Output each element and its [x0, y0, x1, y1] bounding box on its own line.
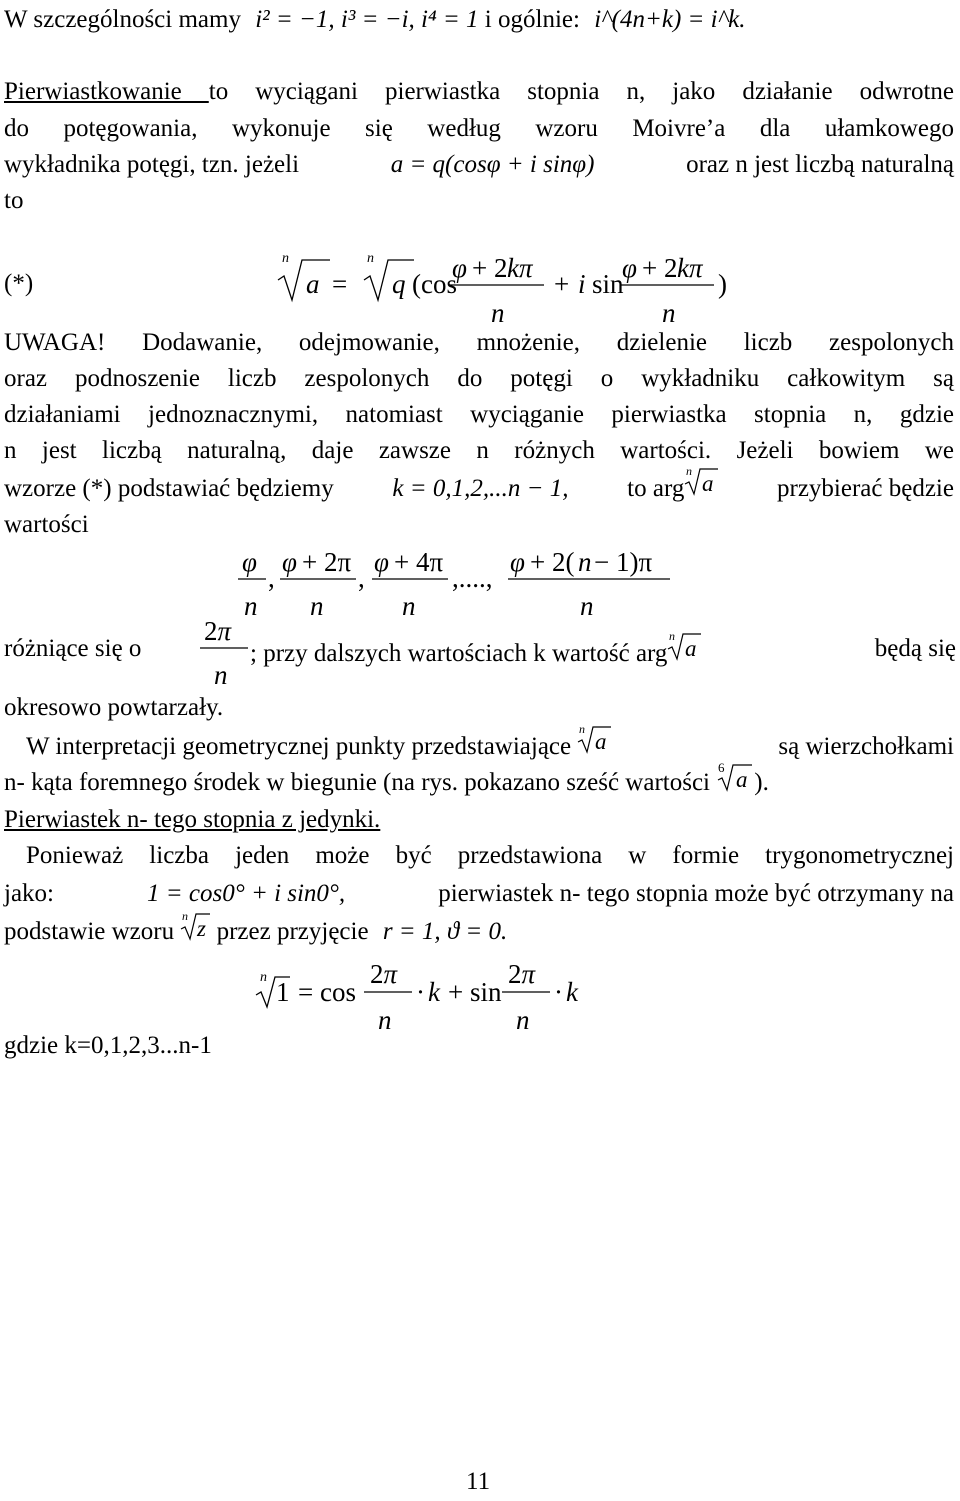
differing-rest: ; przy dalszych wartościach k wartość arg n a będą się — [250, 631, 956, 667]
svg-text:q: q — [392, 269, 406, 299]
svg-text:= cos: = cos — [298, 977, 356, 1007]
svg-text:i: i — [578, 269, 586, 299]
svg-text:n: n — [367, 251, 374, 266]
svg-text:φ: φ — [510, 547, 525, 577]
svg-text:a: a — [685, 636, 697, 661]
svg-text:=: = — [332, 269, 348, 299]
k-range-note: gdzie k=0,1,2,3...n-1 — [4, 1032, 212, 1059]
svg-text:− 1)π: − 1)π — [594, 547, 653, 577]
uwaga-line-2: oraz podnoszenie liczb zespolonych do potęgi o wykładniku całkowitym są — [4, 365, 954, 392]
svg-text:n: n — [214, 660, 228, 690]
root-n-a-symbol-2 — [667, 631, 701, 661]
svg-text:n: n — [580, 591, 594, 621]
svg-text:k: k — [566, 977, 578, 1007]
svg-text:n: n — [182, 911, 189, 923]
svg-text:+ 2π: + 2π — [302, 547, 352, 577]
root-one-line-3: podstawie wzoru n z przez przyjęcie r = 1, ϑ = 0. — [4, 911, 508, 945]
svg-text:φ: φ — [622, 253, 637, 283]
root-n-a-symbol — [684, 466, 718, 496]
svg-text:φ: φ — [282, 547, 297, 577]
svg-text:φ: φ — [452, 253, 467, 283]
roots-line-1: Pierwiastkowanie to wyciągani pierwiastka stopnia n, jako działanie odwrotne — [4, 78, 954, 105]
interp-line-2: n- kąta foremnego środek w biegunie (na rys. pokazano sześć wartości 6 a ). — [4, 762, 769, 796]
svg-text:φ: φ — [242, 547, 257, 577]
svg-text:n: n — [402, 591, 416, 621]
root-one-heading: Pierwiastek n- tego stopnia z jedynki. — [4, 806, 381, 833]
svg-text:+ sin: + sin — [448, 977, 502, 1007]
svg-text:·: · — [416, 977, 425, 1007]
svg-text:+ 2: + 2 — [642, 253, 678, 283]
uwaga-line-6: wartości — [4, 511, 89, 538]
roots-line-3: wykładnika potęgi, tzn. jeżeli a = q(cosφ + i sinφ) oraz n jest liczbą naturalną — [4, 147, 954, 183]
svg-text:n: n — [578, 547, 592, 577]
svg-text:kπ: kπ — [507, 253, 533, 283]
intro-line — [4, 2, 746, 38]
svg-text:n: n — [662, 298, 676, 328]
svg-text:,....,: ,...., — [452, 563, 493, 593]
interp-line-1: W interpretacji geometrycznej punkty przedstawiające n a są wierzchołkami — [26, 724, 954, 760]
svg-text:n: n — [579, 724, 586, 736]
svg-text:(cos: (cos — [412, 269, 457, 299]
formula-star-label: (*) — [4, 270, 34, 297]
powers-of-i-formula: i² = −1, i³ = −i, i⁴ = 1 — [255, 6, 479, 33]
svg-text:n: n — [491, 298, 505, 328]
svg-text:2π: 2π — [508, 959, 536, 989]
svg-text:a: a — [306, 269, 320, 299]
svg-text:a: a — [702, 471, 714, 496]
page-number: 11 — [466, 1468, 491, 1495]
svg-text:a: a — [595, 729, 607, 754]
formula-star-math — [272, 250, 752, 330]
root-of-unity-formula — [252, 955, 592, 1035]
svg-text:φ: φ — [374, 547, 389, 577]
svg-text:n: n — [282, 251, 289, 266]
svg-text:n: n — [669, 631, 676, 643]
root-one-line-2: jako: 1 = cos0° + i sin0°, pierwiastek n- tego stopnia może być otrzymany na — [4, 880, 954, 907]
uwaga-line-4: n jest liczbą naturalną, daje zawsze n różnych wartości. Jeżeli bowiem we — [4, 437, 954, 464]
svg-text:·: · — [554, 977, 563, 1007]
root-6-a-symbol — [716, 762, 754, 792]
svg-text:n: n — [378, 1005, 392, 1035]
roots-term: Pierwiastkowanie — [4, 78, 209, 105]
svg-text:,: , — [268, 563, 275, 593]
roots-line-2: do potęgowania, wykonuje się według wzoru Moivre’a dla ułamkowego — [4, 115, 954, 142]
svg-text:1: 1 — [276, 977, 290, 1007]
svg-text:n: n — [516, 1005, 530, 1035]
svg-text:z: z — [197, 916, 207, 941]
intro-mid: i ogólnie: — [484, 6, 580, 33]
svg-text:2π: 2π — [204, 616, 232, 646]
svg-text:kπ: kπ — [677, 253, 703, 283]
general-power-formula: i^(4n+k) = i^k. — [594, 6, 746, 33]
roots-line-4: to — [4, 187, 24, 214]
svg-text:): ) — [718, 269, 727, 299]
svg-text:+ 2(: + 2( — [530, 547, 575, 577]
differing-line-2: okresowo powtarzały. — [4, 694, 224, 721]
uwaga-line-5: wzorze (*) podstawiać będziemy k = 0,1,2,...n − 1, to arg n a przybierać będzie — [4, 466, 954, 502]
intro-prefix: W szczególności mamy — [4, 6, 241, 33]
svg-text:sin: sin — [592, 269, 624, 299]
svg-text:,: , — [358, 563, 365, 593]
trig-form-formula: a = q(cosφ + i sinφ) — [390, 151, 595, 178]
svg-text:+ 2: + 2 — [472, 253, 508, 283]
uwaga-line-3: działaniami jednoznacznymi, natomiast wyciąganie pierwiastka stopnia n, gdzie — [4, 401, 954, 428]
values-list-formula — [238, 545, 698, 625]
svg-text:2π: 2π — [370, 959, 398, 989]
svg-text:6: 6 — [718, 762, 725, 775]
root-one-line-1: Ponieważ liczba jeden może być przedstawiona w formie trygonometrycznej — [26, 842, 954, 869]
svg-text:k: k — [428, 977, 440, 1007]
svg-text:a: a — [736, 767, 748, 792]
root-n-a-symbol-3 — [577, 724, 611, 754]
differing-label: różniące się o — [4, 635, 142, 662]
svg-text:n: n — [260, 970, 267, 985]
two-pi-over-n — [198, 612, 254, 692]
svg-text:n: n — [244, 591, 258, 621]
svg-text:n: n — [686, 466, 693, 478]
svg-text:+: + — [554, 269, 570, 299]
svg-text:n: n — [310, 591, 324, 621]
root-n-z-symbol — [180, 911, 210, 941]
svg-text:+ 4π: + 4π — [394, 547, 444, 577]
uwaga-line-1: UWAGA! Dodawanie, odejmowanie, mnożenie, dzielenie liczb zespolonych — [4, 329, 954, 356]
